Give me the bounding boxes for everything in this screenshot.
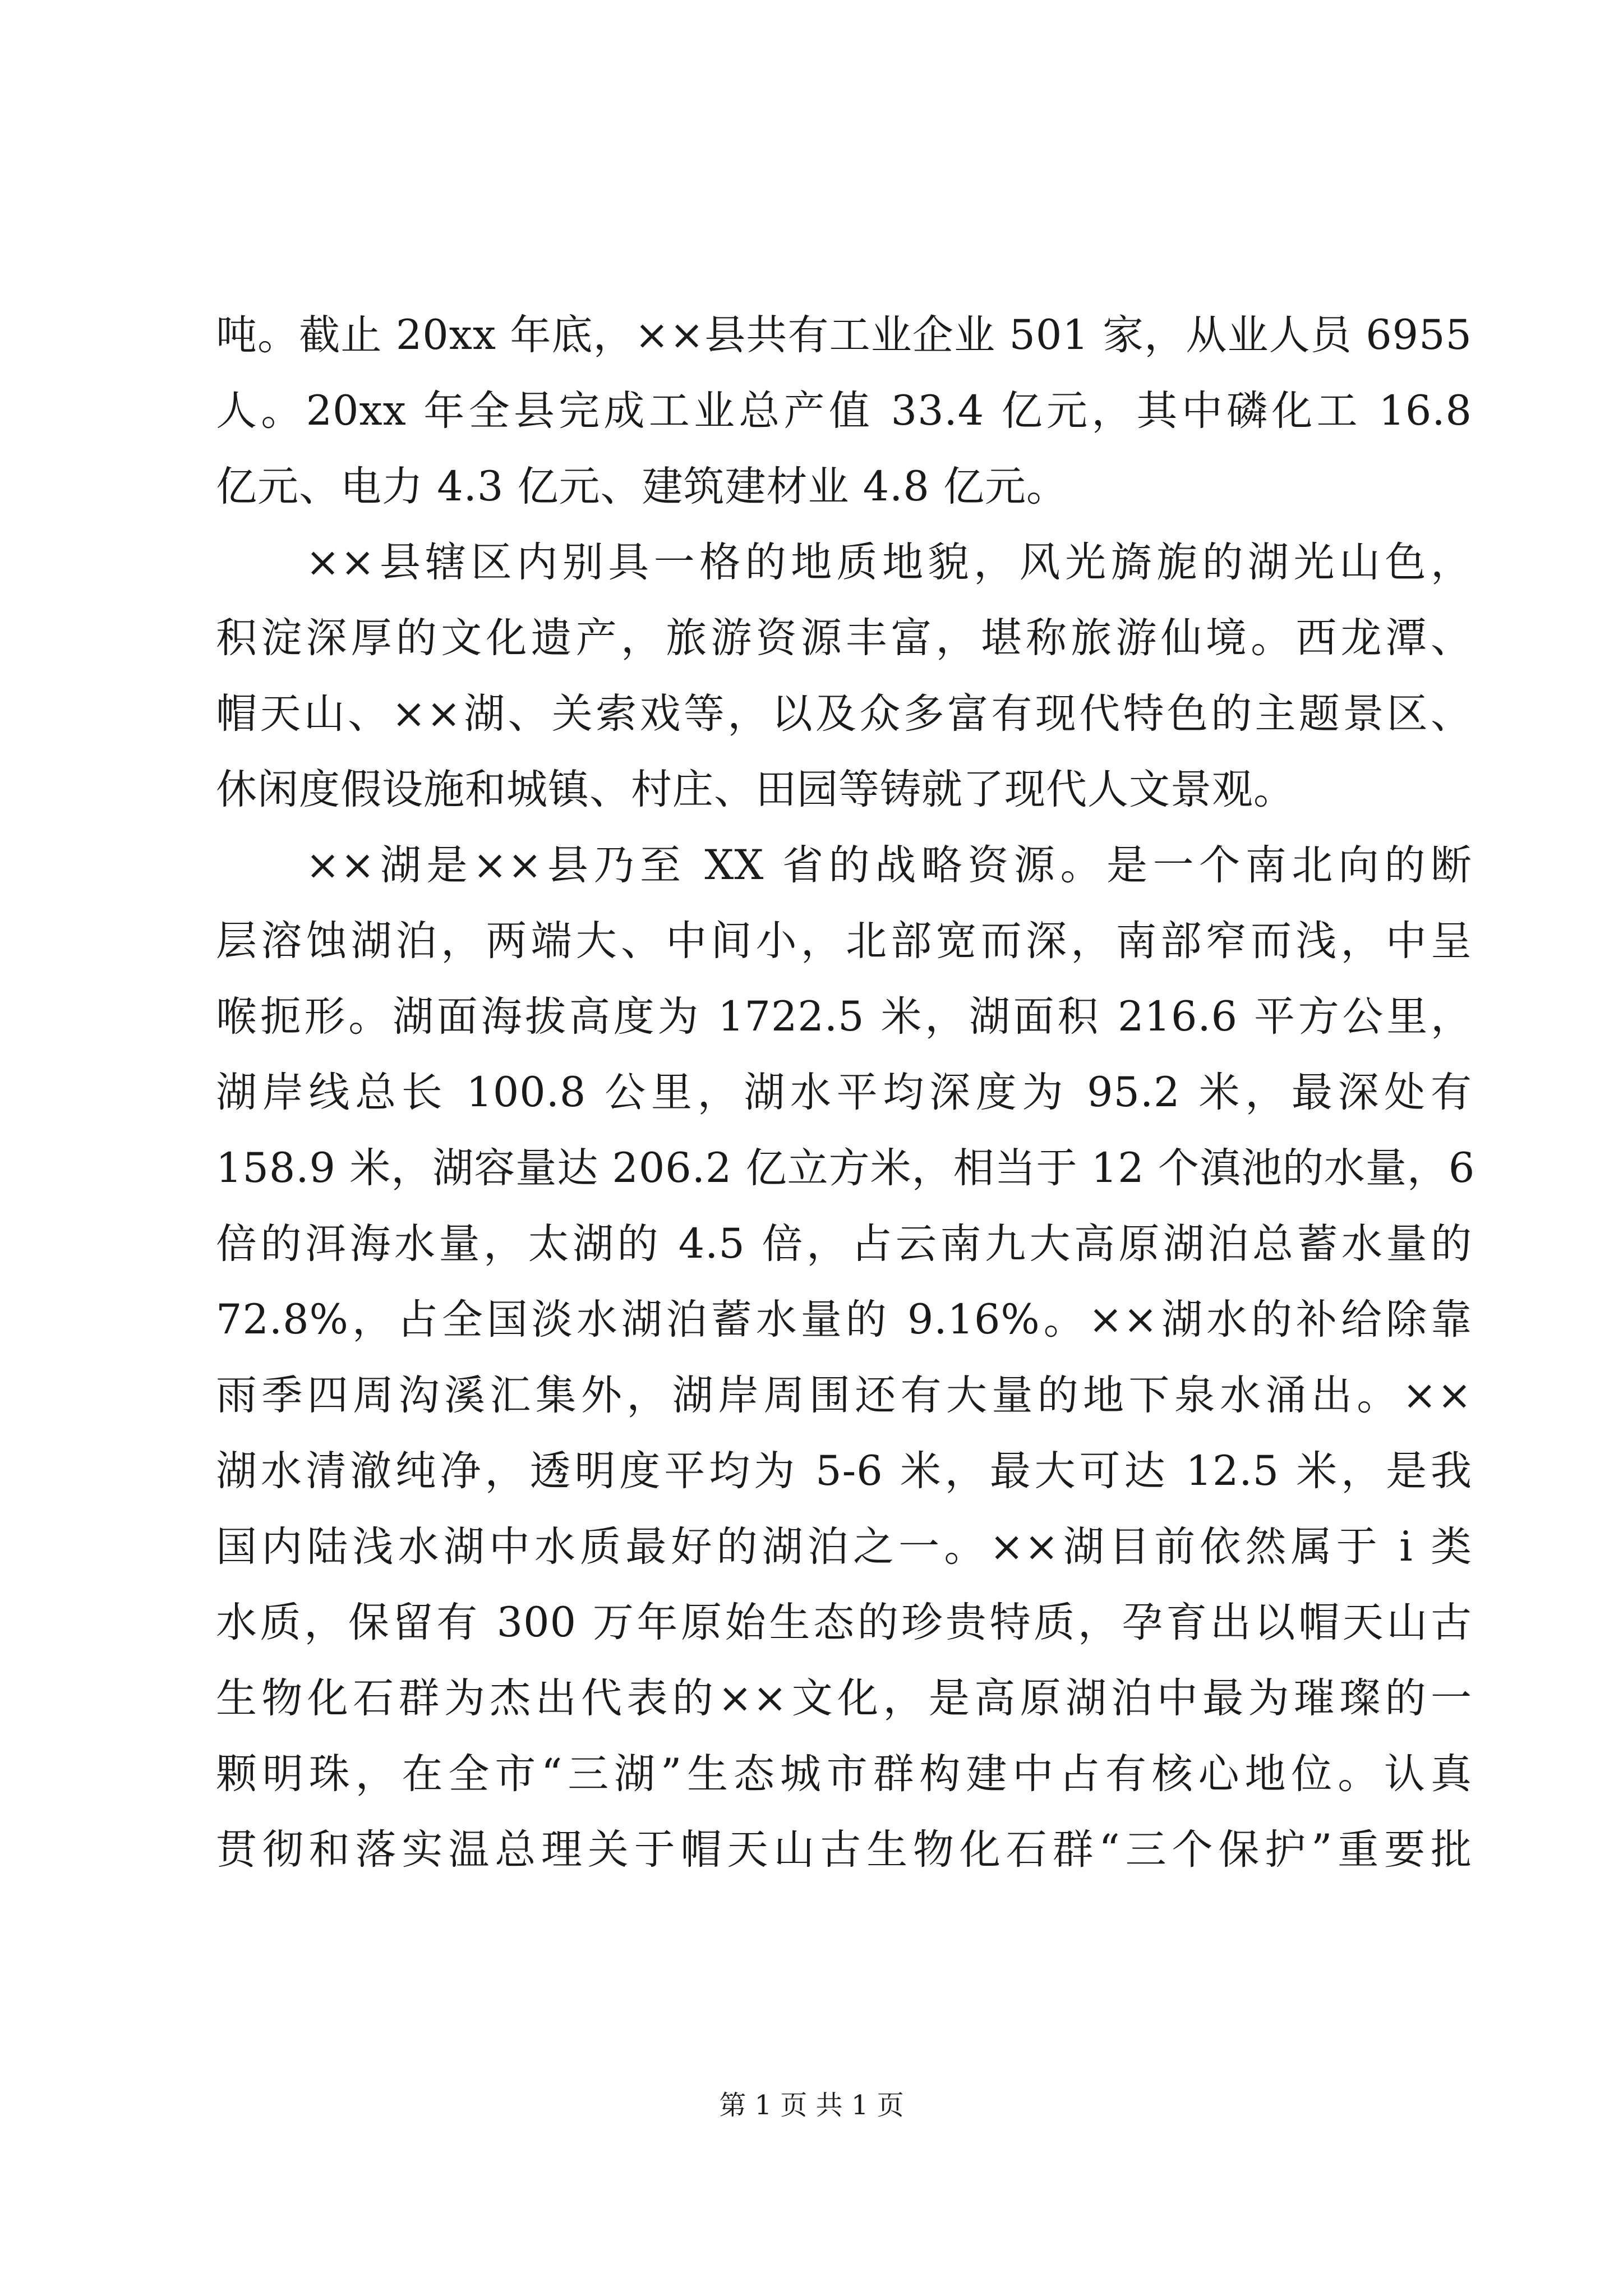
page-footer: 第 1 页 共 1 页	[719, 2090, 904, 2121]
text-line: 国内陆浅水湖中水质最好的湖泊之一。××湖目前依然属于 i 类	[216, 1523, 1472, 1571]
text-line: 帽天山、××湖、关索戏等，以及众多富有现代特色的主题景区、	[216, 690, 1472, 738]
text-line: 喉扼形。湖面海拔高度为 1722.5 米，湖面积 216.6 平方公里，	[216, 993, 1472, 1041]
paragraph-first-line: ××县辖区内别具一格的地质地貌，风光旖旎的湖光山色，	[306, 539, 1472, 586]
text-line: 休闲度假设施和城镇、村庄、田园等铸就了现代人文景观。	[216, 766, 1295, 813]
text-line: 雨季四周沟溪汇集外，湖岸周围还有大量的地下泉水涌出。××	[216, 1372, 1472, 1419]
text-line: 水质，保留有 300 万年原始生态的珍贵特质，孕育出以帽天山古	[216, 1599, 1472, 1646]
text-line: 积淀深厚的文化遗产，旅游资源丰富，堪称旅游仙境。西龙潭、	[216, 614, 1472, 662]
text-line: 颗明珠，在全市“三湖”生态城市群构建中占有核心地位。认真	[216, 1750, 1472, 1798]
text-line: 吨。截止 20xx 年底，××县共有工业企业 501 家，从业人员 6955	[216, 311, 1472, 359]
text-line: 人。20xx 年全县完成工业总产值 33.4 亿元，其中磷化工 16.8	[216, 387, 1472, 435]
text-line: 贯彻和落实温总理关于帽天山古生物化石群“三个保护”重要批	[216, 1826, 1472, 1874]
text-line: 亿元、电力 4.3 亿元、建筑建材业 4.8 亿元。	[216, 463, 1068, 510]
text-line: 倍的洱海水量，太湖的 4.5 倍，占云南九大高原湖泊总蓄水量的	[216, 1220, 1472, 1268]
paragraph-first-line: ××湖是××县乃至 XX 省的战略资源。是一个南北向的断	[306, 841, 1472, 889]
text-line: 158.9 米，湖容量达 206.2 亿立方米，相当于 12 个滇池的水量，6	[216, 1144, 1476, 1192]
text-line: 湖岸线总长 100.8 公里，湖水平均深度为 95.2 米，最深处有	[216, 1069, 1472, 1116]
text-line: 生物化石群为杰出代表的××文化，是高原湖泊中最为璀璨的一	[216, 1674, 1472, 1722]
text-line: 湖水清澈纯净，透明度平均为 5-6 米，最大可达 12.5 米，是我	[216, 1447, 1472, 1495]
text-line: 72.8%，占全国淡水湖泊蓄水量的 9.16%。××湖水的补给除靠	[216, 1296, 1472, 1343]
text-line: 层溶蚀湖泊，两端大、中间小，北部宽而深，南部窄而浅，中呈	[216, 917, 1472, 965]
